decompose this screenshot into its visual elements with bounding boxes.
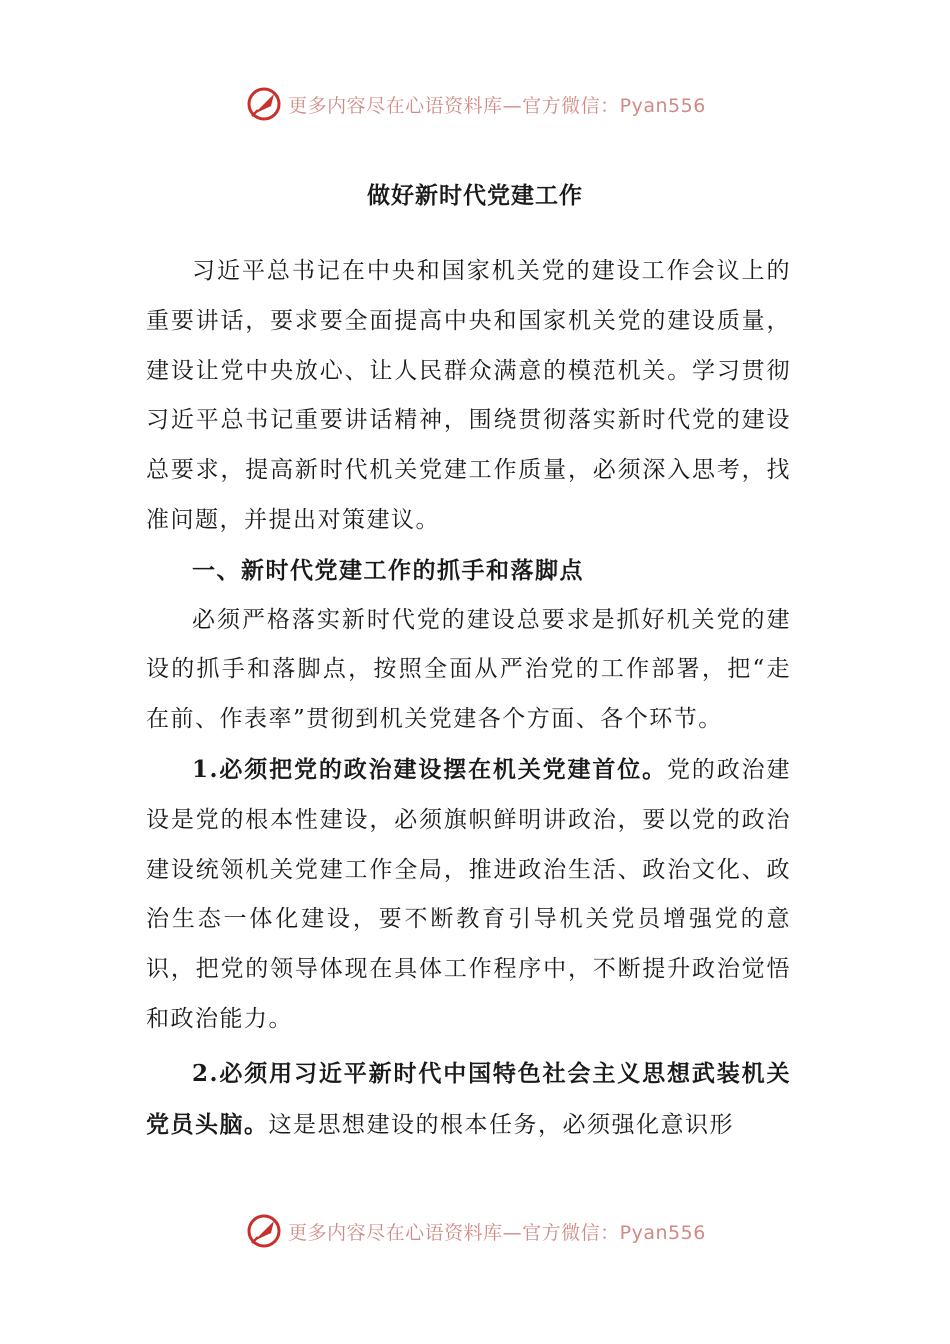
- header-watermark: [0, 84, 950, 124]
- point-1-lead: 1.必须把党的政治建设摆在机关党建首位。: [192, 755, 668, 783]
- point-1-paragraph: [146, 745, 791, 1045]
- watermark-text: 更多内容尽在心语资料库—官方微信：Pyan556: [288, 1221, 706, 1244]
- watermark-text: 更多内容尽在心语资料库—官方微信：Pyan556: [288, 94, 706, 117]
- section-intro-paragraph: 必须严格落实新时代党的建设总要求是抓好机关党的建设的抓手和落脚点，按照全面从严治党的工作部署，把“走在前、作表率”贯彻到机关党建各个方面、各个环节。: [146, 606, 791, 733]
- document-title: 做好新时代党建工作: [367, 182, 583, 209]
- section-heading: 一、新时代党建工作的抓手和落脚点: [192, 556, 584, 584]
- point-1-text: 党的政治建设是党的根本性建设，必须旗帜鲜明讲政治，要以党的政治建设统领机关党建工作全局，推进政治生活、政治文化、政治生态一体化建设，要不断教育引导机关党员增强党的意识，把党的领导体现在具体工作程序中，不断提升政治觉悟和政治能力。: [146, 756, 792, 1032]
- pen-feather-logo-icon: [244, 1211, 284, 1251]
- point-2-text: 这是思想建设的根本任务，必须强化意识形: [268, 1111, 734, 1138]
- point-2-paragraph: [146, 1049, 791, 1151]
- pen-feather-logo-icon: [244, 84, 284, 124]
- footer-watermark: [0, 1211, 950, 1251]
- point-2-lead: 2.必须用习近平新时代中国特色社会主义思想武装机关党员头脑。: [146, 1059, 791, 1138]
- document-body: [146, 247, 791, 1150]
- intro-paragraph: 习近平总书记在中央和国家机关党的建设工作会议上的重要讲话，要求要全面提高中央和国家机关党的建设质量，建设让党中央放心、让人民群众满意的模范机关。学习贯彻习近平总书记重要讲话精神，围绕贯彻落实新时代党的建设总要求，提高新时代机关党建工作质量，必须深入思考，找准问题，并提出对策建议。: [146, 258, 791, 533]
